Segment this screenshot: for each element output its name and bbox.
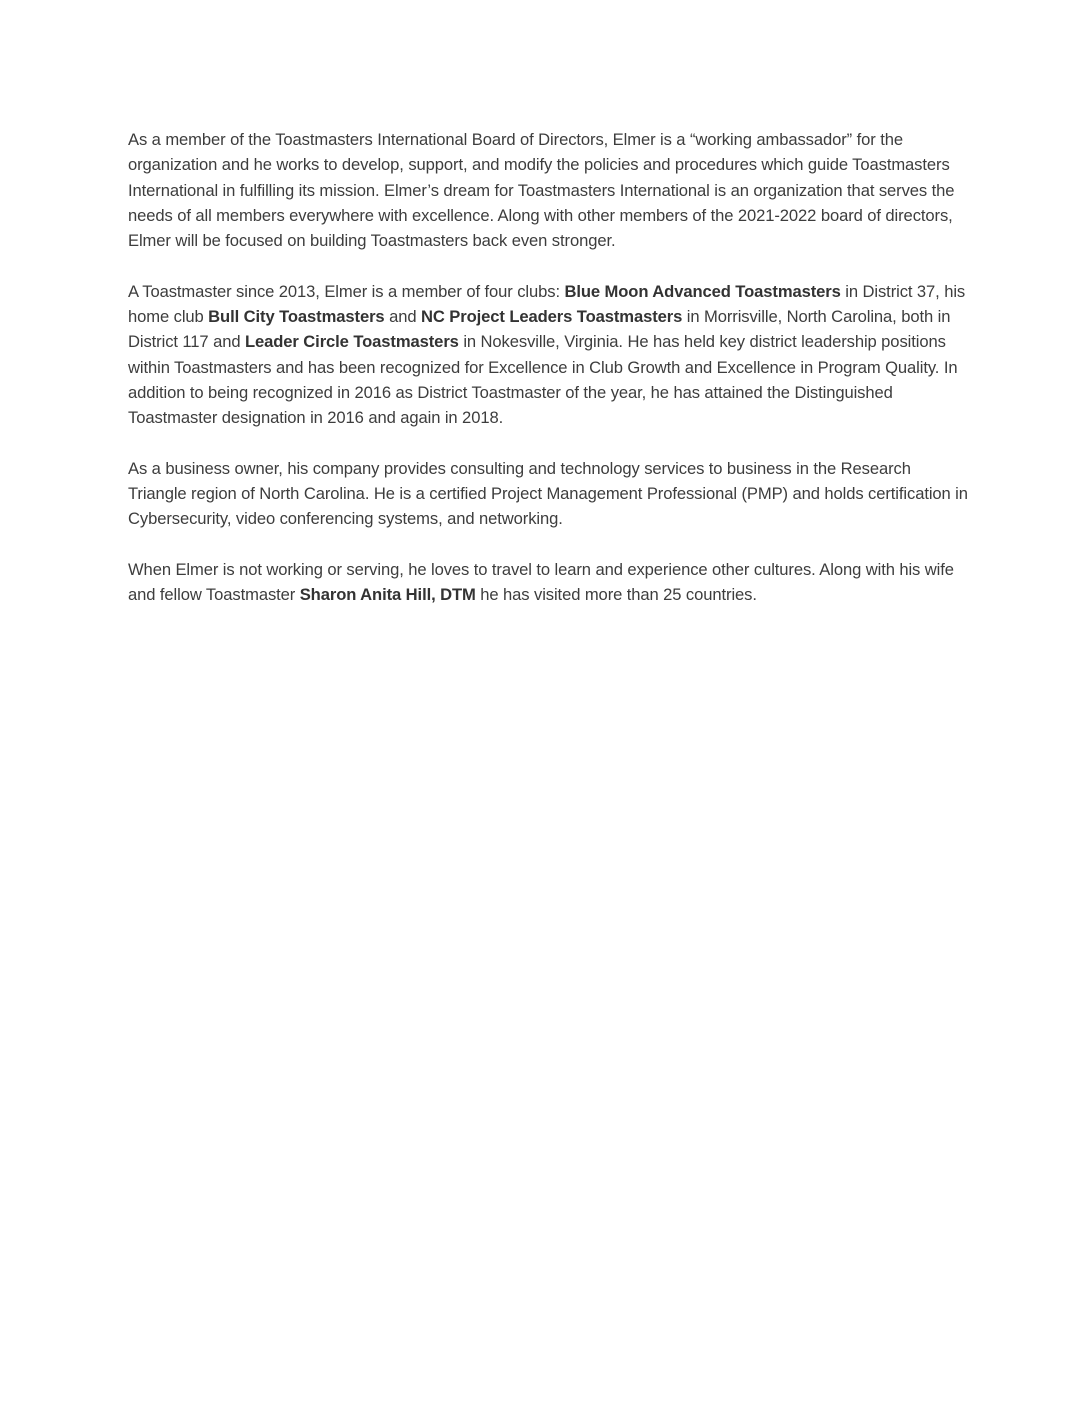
- clubs-text-1: A Toastmaster since 2013, Elmer is a member of four clubs:: [128, 281, 565, 301]
- paragraph-travel: [128, 557, 968, 608]
- club-name-leader-circle: Leader Circle Toastmasters: [244, 332, 459, 352]
- clubs-text-4: in Morrisville, North Carolina, both in District 117 and: [128, 307, 951, 352]
- travel-text-2: he has visited more than 25 countries.: [475, 585, 757, 605]
- clubs-text-3: and: [384, 307, 421, 327]
- paragraph-business-text: As a business owner, his company provides consulting and technology services to business in the Research Triangle region of North Carolina. He is a certified Project Management Professional (PMP) and holds certification in Cybersecurity, video conferencing systems, and networking.: [128, 458, 968, 529]
- club-name-blue-moon: Blue Moon Advanced Toastmasters: [564, 281, 841, 301]
- paragraph-business: [128, 456, 968, 532]
- club-name-nc-project-leaders: NC Project Leaders Toastmasters: [420, 307, 683, 327]
- club-name-bull-city: Bull City Toastmasters: [208, 307, 385, 327]
- clubs-text-2: in District 37, his home club: [128, 281, 966, 327]
- paragraph-board-role: [128, 127, 968, 253]
- paragraph-clubs: [128, 279, 968, 431]
- spouse-name: Sharon Anita Hill, DTM: [299, 585, 476, 605]
- bio-text: [128, 127, 968, 633]
- travel-text-1: When Elmer is not working or serving, he loves to travel to learn and experience other cultures. Along with his wife and fellow Toastmaster: [128, 560, 954, 605]
- clubs-text-5: in Nokesville, Virginia. He has held key district leadership positions within Toastmasters and has been recognized for Excellence in Club Growth and Excellence in Program Quality. In addition to being recognized in 2016 as District Toastmaster of the year, he has attained the Distinguished Toastmaster designation in 2016 and again in 2018.: [128, 332, 958, 428]
- paragraph-board-role-text: As a member of the Toastmasters International Board of Directors, Elmer is a “working ambassador” for the organization and he works to develop, support, and modify the policies and procedures which guide Toastmasters International in fulfilling its mission. Elmer’s dream for Toastmasters International is an organization that serves the needs of all members everywhere with excellence. Along with other members of the 2021-2022 board of directors, Elmer will be focused on building Toastmasters back even stronger.: [128, 130, 955, 251]
